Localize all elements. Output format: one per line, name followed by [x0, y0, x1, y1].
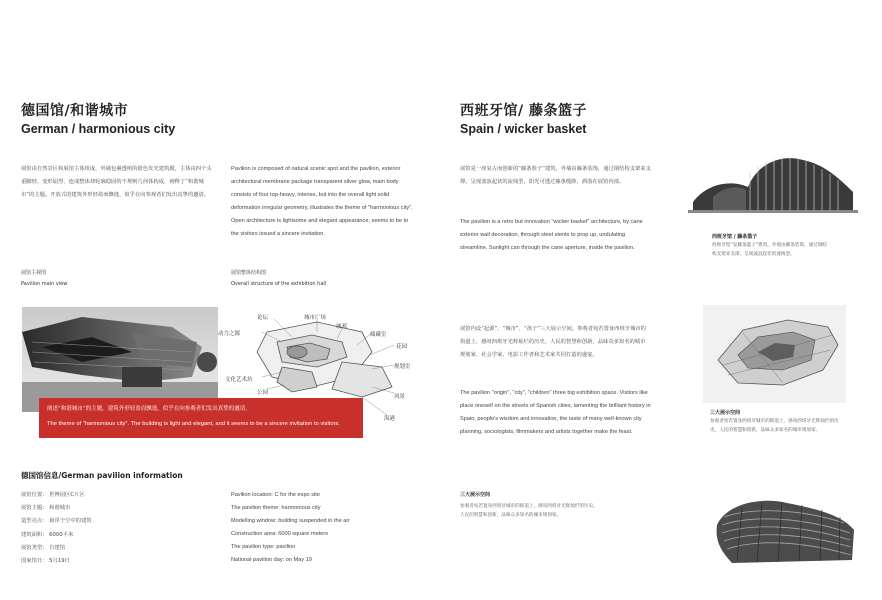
spain-description-cn: 展馆是一座复古而创新的“藤条篮子”建筑，外墙由藤条装饰，通过钢结构支架来支撑，呈现波浪起伏的流线型。阳光可透过藤条缝隙，洒落在展馆内部。 — [460, 166, 651, 186]
info-cn-national-day: 国家馆日： 5月19日 — [21, 558, 70, 565]
info-en-modelling: Modelling window: building suspended in the air — [231, 518, 350, 525]
info-cn-area: 建筑面积： 6000平米 — [21, 531, 74, 538]
german-info-cn-list — [21, 489, 92, 568]
info-en-theme: The pavilion theme: harmonious city — [231, 505, 321, 512]
info-cn-theme: 展馆主题： 和谐城市 — [21, 505, 71, 512]
structure-caption-en: Overall structure of the exhibition hall — [231, 281, 327, 287]
main-view-caption-cn: 展馆主视图 — [21, 270, 47, 276]
spain-bottom-title: 三大展示空间 — [460, 492, 491, 498]
germany-title-en: German / harmonious city — [21, 122, 176, 136]
wicker-detail-photo — [712, 495, 858, 565]
spain-title-en: Spain / wicker basket — [460, 122, 587, 136]
callout-garden: 花园 — [396, 344, 408, 350]
spain-bottom-desc: 参观者宛若置身西班牙城市的街道上，感叹西班牙光辉灿烂的历史、人民的智慧和创新，品味众多知名的城市规划家。 — [460, 504, 598, 518]
spain-description-en: The pavilion is a retro but innovation "wicker basket" architecture, by cane exterior wall decoration, through steel stents to prop up, undulating streamline. Sunlight can through the cane aperture, inside the pavilion. — [460, 219, 643, 252]
info-en-location: Pavilion location: C for the expo site — [231, 492, 320, 498]
theme-highlight-box — [39, 398, 363, 438]
callout-power-source: 动力之源 — [218, 331, 241, 337]
callout-planning-room: 规划室 — [394, 364, 411, 370]
structure-caption-cn: 展馆整体结构图 — [231, 270, 267, 276]
info-en-type: The pavilion type: pavilion — [231, 544, 296, 551]
callout-city-state: 城邦 — [336, 324, 348, 330]
callout-city-square: 城市广场 — [304, 315, 327, 321]
germany-description-cn: 展馆由自然景区和展馆主体组成，外墙包裹透明的银色发光建筑膜，主体由四个头重脚轻、变形崩烈、连成整体却轮廓稳固的不规则几何体构成，阐释了“和谐城市”的主题。开放式的建筑外形轻盈而飘逸，似乎在向参观者们发出真挚的邀请。 — [21, 166, 212, 199]
theme-highlight-cn: 阐述“和谐城市”的主题。建筑外形轻盈而飘逸，似乎在向参观者们发出真挚的邀请。 — [47, 406, 251, 412]
spain-title-cn: 西班牙馆/ 藤条篮子 — [460, 103, 587, 119]
info-cn-highlight: 造型亮点： 悬浮于空中的建筑 — [21, 518, 92, 525]
spain-photo1-title: 西班牙馆 / 藤条篮子 — [712, 234, 758, 240]
main-view-caption-en: Pavilion main view — [21, 281, 68, 287]
theme-highlight-en: The theme of "harmonious city". The building is light and elegant, and it seems to be a sincere invitation to visitors. — [47, 421, 341, 427]
info-cn-location: 展馆位置： 世博园区C片区 — [21, 492, 85, 498]
callout-harbor: 海港 — [384, 416, 396, 422]
info-en-area: Construction area: 6000 square meters — [231, 531, 329, 538]
callout-landscape: 风景 — [394, 394, 406, 400]
spain-plan-title: 三大展示空间 — [710, 410, 741, 416]
spain-pavilion-photo — [688, 152, 858, 230]
germany-title-cn: 德国馆/和谐城市 — [21, 103, 129, 119]
callout-park: 公园 — [257, 390, 269, 396]
german-info-title: 德国馆信息/German pavilion information — [21, 471, 183, 480]
spain-photo1-desc: 西班牙馆“发藤条篮子”建筑，外墙由藤条装饰，通过钢结构支架来支撑，呈现波浪起伏的流线型。 — [712, 243, 828, 257]
info-cn-type: 展馆类型： 自建馆 — [21, 544, 66, 551]
germany-pavilion-photo — [22, 307, 218, 412]
callout-storage: 储藏室 — [370, 332, 387, 338]
spain-plan-desc: 参观者宛若置身西班牙城市的街道上，感叹西班牙光辉灿烂的历史、人民的智慧和创新，品味众多知名的城市规划家。 — [710, 419, 839, 433]
callout-culture-art: 文化艺术坊 — [225, 377, 253, 383]
german-info-en-list — [231, 489, 349, 568]
germany-description-en: Pavilion is composed of natural scenic spot and the pavilion, exterior architectural membrane package transparent silver glow, main body consists of four top-heavy, intense, but into the overall light solid deformation irregular geometry, illustrates the theme of "harmonious city". Open architecture is lightsome and elegant appearance, seems to be to the visitors issued a sincere invitation. — [231, 166, 413, 238]
info-en-national-day: National pavilion day: on May 19 — [231, 557, 312, 564]
callout-forum: 论坛 — [257, 315, 269, 321]
spain-exhibit-en: The pavilion "origin", "city", "children" three big exhibition space. Visitors like place oneself on the streets of Spanish cities, lamenting the brilliant history in Spain, people's wisdom and innovation, the taste of many well-known city planning, sociologists, filmmakers and artists together make the feast. — [460, 390, 651, 436]
spain-site-plan — [703, 305, 846, 403]
spain-exhibit-cn: 展馆内设“起源”、“城市”、“孩子”三大展示空间。参观者宛若置身西班牙城市的街道上，感叹西班牙光辉灿烂的历史、人民的智慧和创新，品味众多知名的城市规划家、社会学家、电影工作者和艺术家共同打造的盛宴。 — [460, 326, 646, 359]
